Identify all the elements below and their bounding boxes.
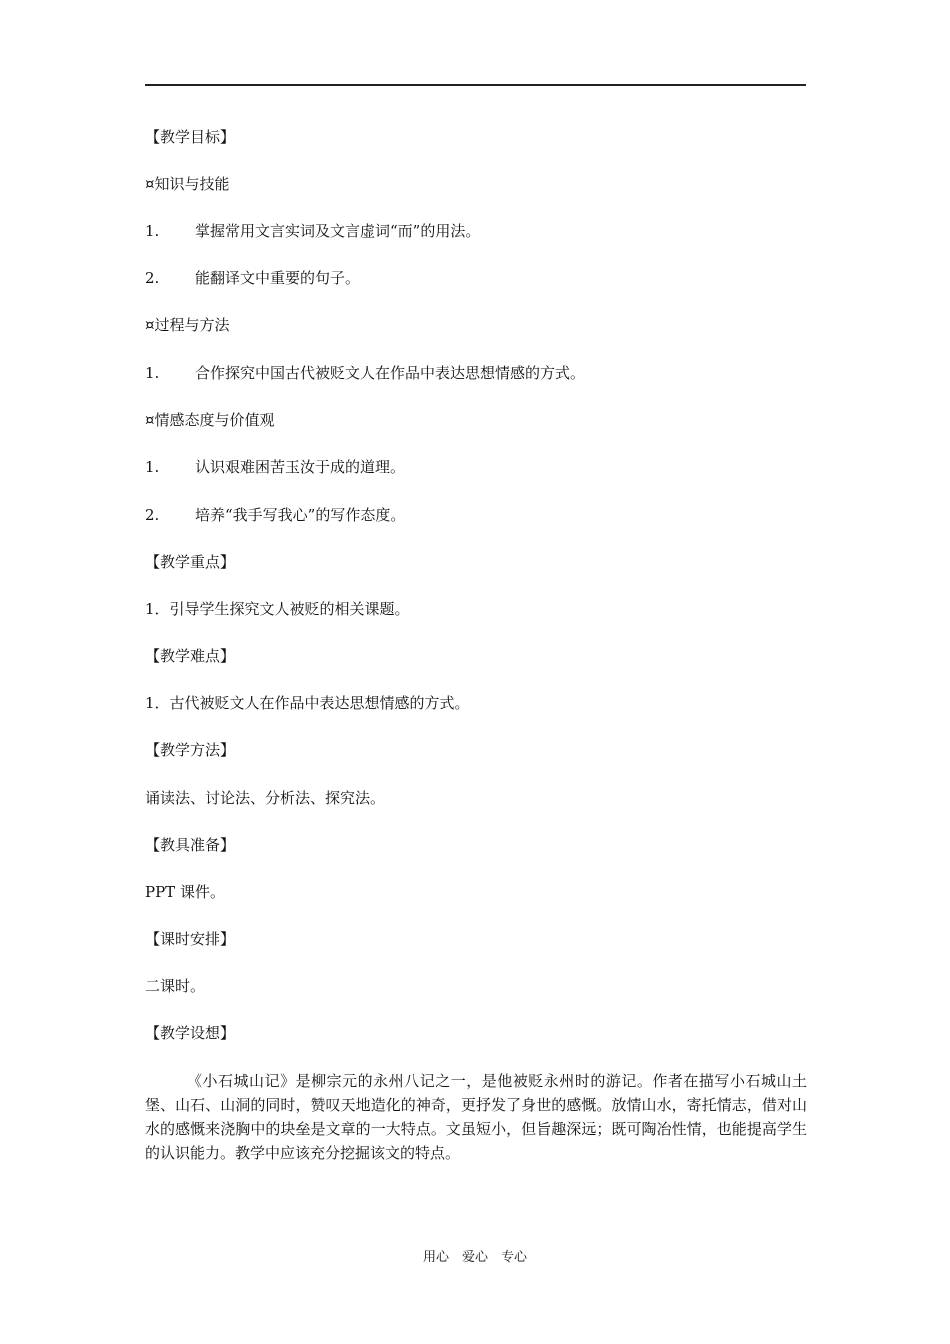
header-rule <box>145 84 806 86</box>
item-text: 培养“我手写我心”的写作态度。 <box>195 506 406 524</box>
item-number: 2. <box>145 269 160 287</box>
key-points-text: 1．引导学生探究文人被贬的相关课题。 <box>145 600 410 618</box>
heading-preparation: 【教具准备】 <box>145 836 236 854</box>
heading-difficulties: 【教学难点】 <box>145 647 236 665</box>
methods-text: 诵读法、讨论法、分析法、探究法。 <box>145 789 386 807</box>
subheading-process-methods: ¤过程与方法 <box>145 316 230 334</box>
item-number: 1. <box>145 222 160 240</box>
list-item <box>145 505 405 525</box>
list-item <box>145 268 360 288</box>
list-item <box>145 457 405 477</box>
item-number: 2. <box>145 506 160 524</box>
difficulties-text: 1．古代被贬文人在作品中表达思想情感的方式。 <box>145 694 470 712</box>
item-text: 合作探究中国古代被贬文人在作品中表达思想情感的方式。 <box>195 364 586 382</box>
item-text: 能翻译文中重要的句子。 <box>195 269 361 287</box>
item-number: 1. <box>145 458 160 476</box>
page-footer: 用心 爱心 专心 <box>422 1250 527 1265</box>
item-text: 认识艰难困苦玉汝于成的道理。 <box>195 458 406 476</box>
item-text: 掌握常用文言实词及文言虚词“而”的用法。 <box>195 222 481 240</box>
heading-teaching-design: 【教学设想】 <box>145 1024 236 1042</box>
subheading-emotion-values: ¤情感态度与价值观 <box>145 411 275 429</box>
heading-teaching-goals: 【教学目标】 <box>145 128 236 146</box>
list-item <box>145 363 585 383</box>
heading-teaching-methods: 【教学方法】 <box>145 741 236 759</box>
item-number: 1. <box>145 364 160 382</box>
schedule-text: 二课时。 <box>145 977 206 995</box>
list-item <box>145 221 480 241</box>
heading-schedule: 【课时安排】 <box>145 930 236 948</box>
subheading-knowledge-skills: ¤知识与技能 <box>145 175 230 193</box>
heading-key-points: 【教学重点】 <box>145 553 236 571</box>
design-paragraph: 《小石城山记》是柳宗元的永州八记之一，是他被贬永州时的游记。作者在描写小石城山土堡、山石、山洞的同时，赞叹天地造化的神奇，更抒发了身世的感慨。放情山水，寄托情志，借对山水的感慨来浇胸中的块垒是文章的一大特点。文虽短小，但旨趣深远；既可陶冶性情，也能提高学生的认识能力。教学中应该充分挖掘该文的特点。 <box>145 1072 807 1162</box>
preparation-text: PPT 课件。 <box>145 883 225 901</box>
